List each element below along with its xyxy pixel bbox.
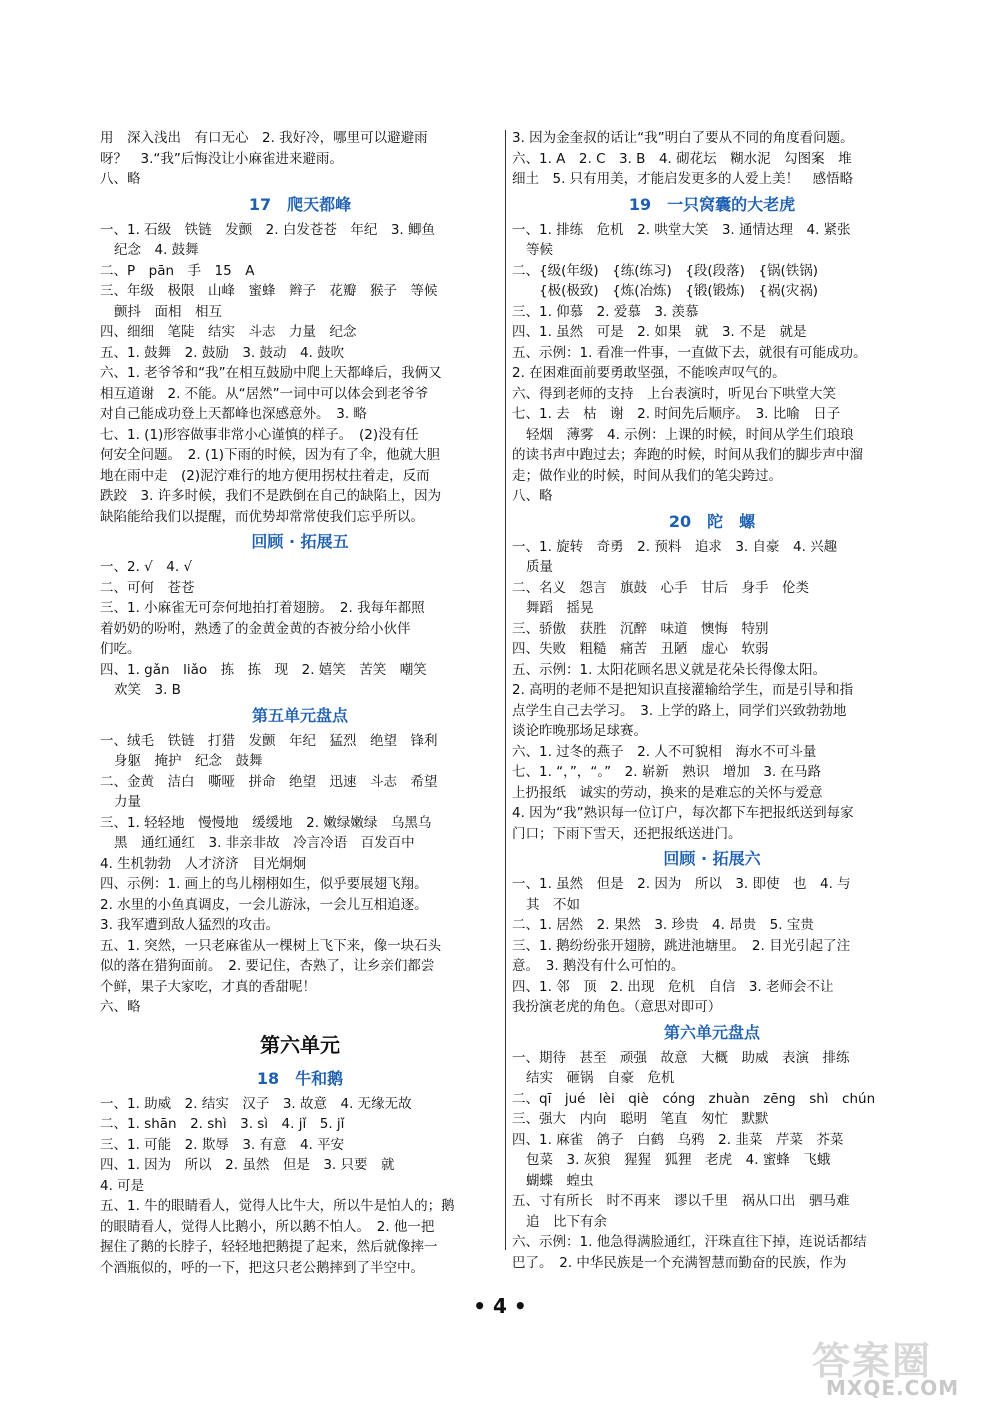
answer-line: 一、1. 旋转 奇勇 2. 预料 追求 3. 自豪 4. 兴趣: [512, 538, 838, 555]
answer-line: 4. 可是: [100, 1177, 145, 1194]
answer-line: 二、1. 居然 2. 果然 3. 珍贵 4. 昂贵 5. 宝贵: [512, 917, 814, 933]
answer-line: 意。 3. 鹅没有什么可怕的。: [512, 958, 685, 974]
answer-line: 四、1. 麻雀 鸽子 白鹤 乌鸦 2. 韭菜 芹菜 芥菜: [512, 1131, 844, 1148]
answer-line: 细土 5. 只有用美，才能启发更多的人爱上美！ 感悟略: [512, 171, 854, 187]
answer-line: 二、可何 苍苍: [100, 579, 195, 596]
answer-line: 二、金黄 洁白 嘶哑 拼命 绝望 迅速 斗志 希望: [100, 773, 438, 790]
answer-line: 欢笑 3. B: [114, 682, 181, 698]
answer-line: 上扔报纸 诚实的劳动，换来的是难忘的关怀与爱意: [512, 784, 823, 801]
answer-line: 二、{级(年级) {练(练习) {段(段落) {锅(铁锅): [512, 262, 818, 279]
answer-line: 七、1. “，”，“。” 2. 崭新 熟识 增加 3. 在马路: [512, 764, 821, 780]
answer-line: 相互道谢 2. 不能。从“居然”一词中可以体会到老爷爷: [100, 385, 429, 402]
answer-line: 结实 砸锅 自豪 危机: [526, 1070, 675, 1086]
answer-line: 一、期待 甚至 顽强 故意 大概 助威 表演 排练: [512, 1049, 850, 1066]
section-heading: 17 爬天都峰: [248, 194, 352, 214]
answer-line: 四、示例：1. 画上的鸟儿栩栩如生，似乎要展翅飞翔。: [100, 876, 428, 892]
answer-line: 4. 因为“我”熟识每一位订户，每次都下车把报纸送到每家: [512, 805, 854, 821]
answer-line: 一、1. 助威 2. 结实 汉子 3. 故意 4. 无缘无故: [100, 1095, 412, 1112]
watermark-logo: 答案圈: [812, 1338, 933, 1383]
unit-title: 第六单元: [260, 1032, 340, 1057]
answer-line: 的眼睛看人，觉得人比鹅小，所以鹅不怕人。 2. 他一把: [100, 1218, 435, 1235]
answer-line: 黑 通红通红 3. 非亲非故 冷言冷语 百发百中: [114, 835, 415, 851]
section-heading: 18 牛和鹅: [256, 1068, 344, 1088]
answer-line: 舞蹈 摇晃: [526, 600, 594, 616]
answer-line: 三、1. 轻轻地 慢慢地 缓缓地 2. 嫩绿嫩绿 乌黑乌: [100, 814, 432, 831]
answer-line: 五、示例：1. 太阳花顾名思义就是花朵长得像太阳。: [512, 661, 827, 678]
answer-line: 二、qī jué lèi qiè cóng zhuàn zēng shì chún: [512, 1090, 876, 1107]
answer-line: 五、寸有所长 时不再来 谬以千里 祸从口出 驷马难: [512, 1193, 850, 1209]
answer-line: 握住了鹅的长脖子，轻轻地把鹅提了起来，然后就像摔一: [100, 1239, 438, 1255]
answer-line: 个鲜，果子大家吃，才真的香甜呢！: [100, 978, 316, 995]
answer-line: 等候: [526, 242, 553, 258]
answer-line: 二、P pān 手 15 A: [100, 262, 255, 279]
answer-line: 4. 生机勃勃 人才济济 目光炯炯: [100, 855, 307, 872]
answer-line: 六、得到老师的支持 上台表演时，听见台下哄堂大笑: [512, 385, 836, 402]
answer-line: 三、1. 小麻雀无可奈何地拍打着翅膀。 2. 我每年都照: [100, 600, 425, 616]
answer-line: 谈论昨晚那场足球赛。: [512, 723, 647, 739]
answer-line: 五、1. 突然，一只老麻雀从一棵树上飞下来，像一块石头: [100, 937, 442, 954]
answer-line: {极(极致) {炼(冶炼) {锻(锻炼) {祸(灾祸): [512, 283, 818, 299]
answer-line: 六、1. 过冬的燕子 2. 人不可貌相 海水不可斗量: [512, 743, 817, 760]
section-heading: 第六单元盘点: [663, 1022, 760, 1042]
answer-line: 门口；下雨下雪天，还把报纸送进门。: [512, 825, 742, 842]
answer-line: 3. 我军遭到敌人猛烈的攻击。: [100, 917, 280, 933]
section-heading: 19 一只窝囊的大老虎: [628, 194, 796, 214]
answer-line: 轻烟 薄雾 4. 示例：上课的时候，时间从学生们琅琅: [526, 426, 854, 443]
answer-line: 对自己能成功登上天都峰也深感意外。 3. 略: [100, 406, 367, 422]
section-heading: 20 陀 螺: [668, 511, 756, 531]
answer-line: 六、1. 老爷爷和“我”在相互鼓励中爬上天都峰后，我俩又: [100, 365, 442, 381]
answer-line: 七、1. (1)形容做事非常小心谨慎的样子。 (2)没有任: [100, 426, 419, 443]
answer-line: 呀？ 3.“我”后悔没让小麻雀进来避雨。: [100, 150, 343, 167]
answer-line: 一、1. 石级 铁链 发颤 2. 白发苍苍 年纪 3. 鲫鱼: [100, 221, 436, 238]
answer-line: 八、略: [100, 171, 141, 187]
answer-line: 四、失败 粗糙 痛苦 丑陋 虚心 软弱: [512, 641, 769, 657]
answer-line: 质量: [526, 559, 553, 575]
answer-line: 六、略: [100, 999, 141, 1015]
answer-line: 五、1. 鼓舞 2. 鼓励 3. 鼓动 4. 鼓吹: [100, 344, 345, 361]
answer-line: 一、绒毛 铁链 打猎 发颤 年纪 猛烈 绝望 锋利: [100, 732, 438, 749]
answer-line: 缺陷能给我们以提醒，而优势却常常使我们忘乎所以。: [100, 508, 424, 525]
answer-line: 五、示例：1. 看准一件事，一直做下去，就很有可能成功。: [512, 344, 867, 361]
answer-line: 四、1. 虽然 可是 2. 如果 就 3. 不是 就是: [512, 324, 807, 340]
left-column: [100, 128, 500, 1278]
answer-line: 四、1. gǎn liǎo 拣 拣 现 2. 嬉笑 苦笑 嘲笑: [100, 661, 427, 678]
answer-line: 2. 高明的老师不是把知识直接灌输给学生，而是引导和指: [512, 682, 854, 698]
right-column: [512, 128, 912, 1273]
answer-line: 追 比下有余: [526, 1213, 607, 1230]
answer-line: 身躯 掩护 纪念 鼓舞: [114, 753, 263, 769]
answer-line: 三、1. 鹅纷纷张开翅膀，跳进池塘里。 2. 目光引起了注: [512, 937, 851, 954]
answer-line: 四、1. 邻 顶 2. 出现 危机 自信 3. 老师会不让: [512, 978, 834, 995]
answer-line: 的读书声中跑过去；奔跑的时候，时间从我们的脚步声中溜: [512, 447, 863, 463]
answer-line: 一、1. 排练 危机 2. 哄堂大笑 3. 通情达理 4. 紧张: [512, 221, 851, 238]
answer-line: 三、骄傲 获胜 沉醉 味道 懊悔 特别: [512, 620, 769, 637]
answer-line: 个酒瓶似的，呼的一下，把这只老公鹅摔到了半空中。: [100, 1259, 424, 1276]
answer-line: 点学生自己去学习。 3. 上学的路上，同学们兴致勃勃地: [512, 702, 847, 719]
answer-line: 二、1. shān 2. shì 3. sì 4. jǐ 5. jǐ: [100, 1116, 345, 1132]
answer-line: 们吃。: [100, 641, 141, 657]
answer-line: 一、2. √ 4. √: [100, 559, 193, 575]
answer-line: 三、1. 仰慕 2. 爱慕 3. 羡慕: [512, 303, 699, 320]
answer-line: 着奶奶的吩咐，熟透了的金黄金黄的杏被分给小伙伴: [100, 620, 411, 637]
answer-line: 三、1. 可能 2. 欺辱 3. 有意 4. 平安: [100, 1136, 345, 1153]
answer-line: 六、1. A 2. C 3. B 4. 砌花坛 糊水泥 勾图案 堆: [512, 150, 852, 167]
answer-line: 包菜 3. 灰狼 猩猩 狐狸 老虎 4. 蜜蜂 飞蛾: [526, 1152, 831, 1168]
answer-line: 用 深入浅出 有口无心 2. 我好冷，哪里可以避避雨: [100, 130, 428, 146]
answer-line: 七、1. 去 枯 谢 2. 时间先后顺序。 3. 比喻 日子: [512, 406, 841, 422]
answer-line: 跌跤 3. 许多时候，我们不是跌倒在自己的缺陷上，因为: [100, 488, 442, 504]
answer-line: 何安全问题。 2. (1)下雨的时候，因为有了伞，他就大胆: [100, 447, 441, 463]
answer-line: 其 不如: [526, 896, 580, 913]
section-heading: 回顾 · 拓展五: [251, 532, 349, 551]
answer-line: 六、示例：1. 他急得满脸通红，汗珠直往下掉，连说话都结: [512, 1234, 867, 1250]
answer-line: 八、略: [512, 488, 553, 504]
answer-line: 一、1. 虽然 但是 2. 因为 所以 3. 即使 也 4. 与: [512, 876, 851, 892]
answer-line: 似的落在猎狗面前。 2. 要记住，杏熟了，让乡亲们都尝: [100, 958, 435, 974]
answer-line: 五、1. 牛的眼睛看人，觉得人比牛大，所以牛是怕人的；鹅: [100, 1198, 455, 1214]
watermark-url: MXQE.COM: [826, 1376, 960, 1400]
answer-line: 走；做作业的时候，时间从我们的笔尖跨过。: [512, 467, 782, 484]
section-heading: 第五单元盘点: [251, 705, 348, 725]
page-number: • 4 •: [473, 1294, 527, 1318]
answer-line: 四、1. 因为 所以 2. 虽然 但是 3. 只要 就: [100, 1157, 395, 1173]
answer-line: 我扮演老虎的角色。（意思对即可）: [512, 999, 722, 1015]
answer-line: 地在雨中走 (2)泥泞难行的地方便用拐杖拄着走，反而: [100, 467, 430, 484]
column-divider: [505, 130, 506, 1250]
answer-line: 2. 在困难面前要勇敢坚强，不能唉声叹气的。: [512, 365, 786, 381]
answer-line: 三、强大 内向 聪明 笔直 匆忙 默默: [512, 1111, 769, 1127]
answer-line: 纪念 4. 鼓舞: [114, 242, 199, 258]
answer-line: 3. 因为金奎叔的话让“我”明白了要从不同的角度看问题。: [512, 130, 854, 146]
answer-line: 二、名义 怨言 旗鼓 心手 甘后 身手 伦类: [512, 579, 809, 596]
answer-line: 力量: [114, 794, 141, 810]
answer-line: 三、年级 极限 山峰 蜜蜂 辫子 花瓣 猴子 等候: [100, 283, 438, 299]
answer-line: 巴了。 2. 中华民族是一个充满智慧而勤奋的民族，作为: [512, 1254, 847, 1271]
section-heading: 回顾 · 拓展六: [663, 849, 761, 868]
answer-line: 颤抖 面相 相互: [114, 303, 222, 320]
answer-line: 四、细细 笔陡 结实 斗志 力量 纪念: [100, 324, 357, 340]
answer-line: 2. 水里的小鱼真调皮，一会儿游泳，一会儿互相追逐。: [100, 896, 428, 913]
answer-line: 蝴蝶 蝗虫: [526, 1172, 594, 1189]
